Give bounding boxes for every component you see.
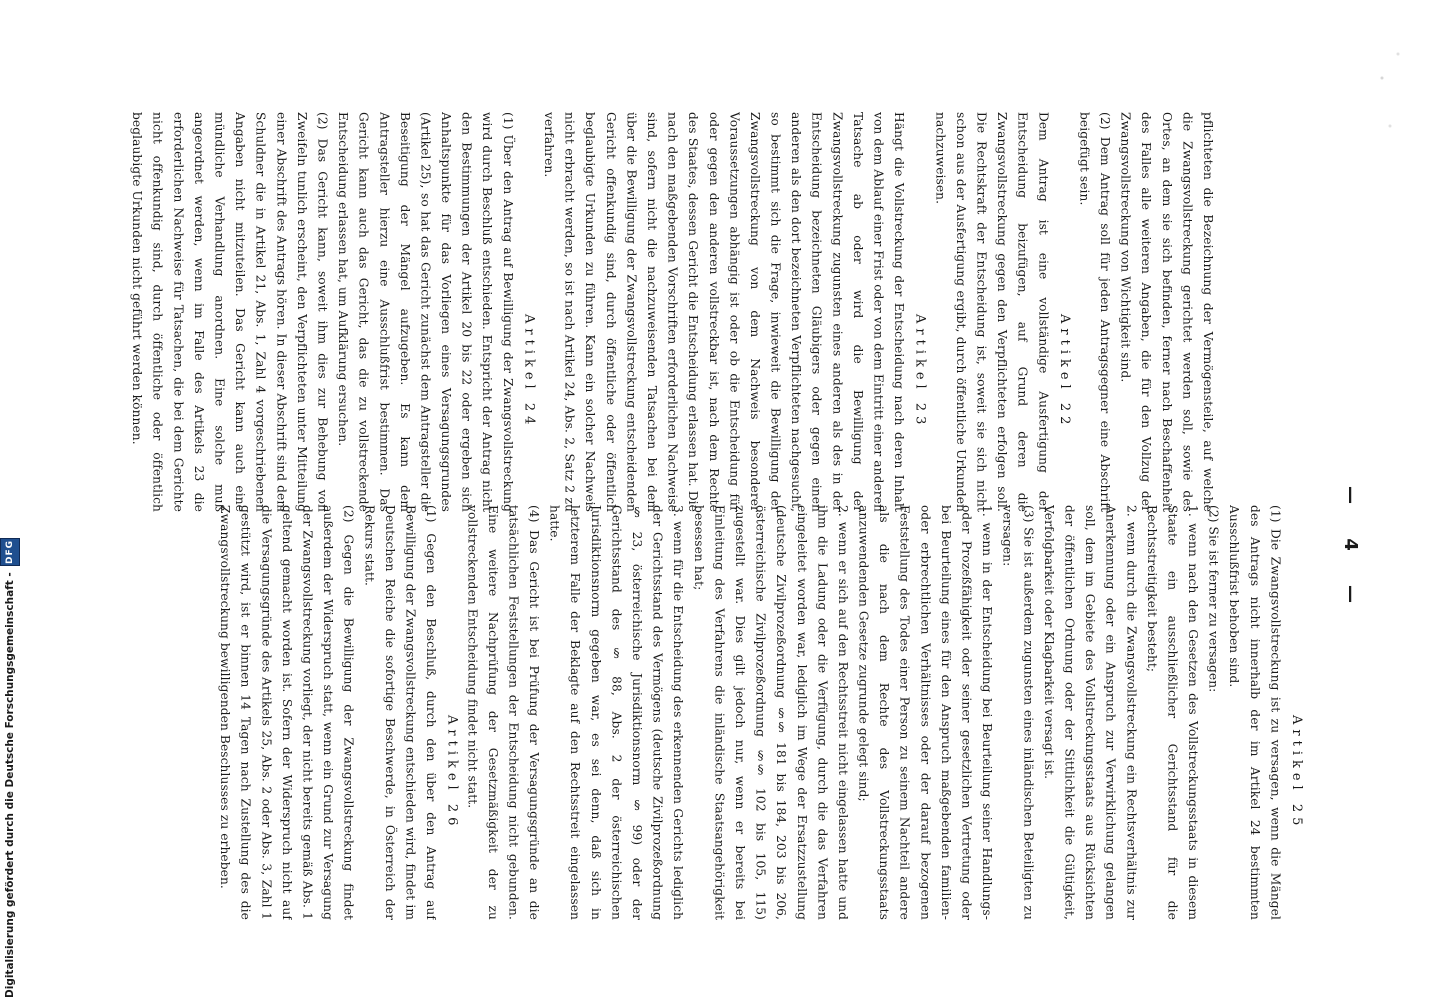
left-text-column: [120, 112, 1218, 512]
article-25-subitem-1: 1. wenn in der Entscheidung bei Beurteilung seiner Handlungs- oder Prozeßfähigkeit oder seiner gesetzlichen Vertretung oder bei Beurteilung eines für den Anspruch maßgebenden familien- oder erbrechtlichen Verhältnisses oder der darauf bezogenen Feststellung des Todes einer Person zu seinem Nachteil andere als die nach dem Rechte des Vollstreckungsstaats anzuwendenden Gesetze zugrunde gelegt sind;: [856, 505, 995, 920]
article-23-text: Hängt die Vollstreckung der Entscheidung nach deren Inhalt von dem Ablauf einer Frist oder von dem Eintritt einer anderen Tatsache ab oder wird die Bewilligung der Zwangsvollstreckung zugunsten eines anderen als des in der Entscheidung bezeichneten Gläubigers oder gegen einen anderen als den dort bezeichneten Verpflichteten nachgesucht, so bestimmt sich die Frage, inwieweit die Bewilligung der Zwangsvollstreckung von dem Nachweis besonderer Voraussetzungen abhängig ist oder ob die Entscheidung für oder gegen den anderen vollstreckbar ist, nach dem Rechte des Staates, dessen Gericht die Entscheidung erlassen hat. Die nach den maßgebenden Vorschriften erforderlichen Nachweise sind, sofern nicht die nachzuweisenden Tatsachen bei dem über die Bewilligung der Zwangsvollstreckung entscheidenden Gericht offenkundig sind, durch öffentliche oder öffentlich beglaubigte Urkunden zu führen. Kann ein solcher Nachweis nicht erbracht werden, so ist nach Artikel 24, Abs. 2, Satz 2 zu verfahren.: [542, 112, 907, 512]
article-25-paragraph-1: (1) Die Zwangsvollstreckung ist zu versagen, wenn die Mängel des Antrags nicht innerhalb der im Artikel 24 bestimmten Ausschlußfrist behoben sind.: [1227, 505, 1283, 920]
article-26-paragraph-1: (1) Gegen den Beschluß, durch den über den Antrag auf Bewilligung der Zwangsvollstreckung entschieden wird, findet im Deutschen Reiche die sofortige Beschwerde, in Österreich der Rekurs statt.: [362, 505, 439, 920]
article-25-paragraph-4: (4) Das Gericht ist bei Prüfung der Versagungsgründe an die tatsächlichen Feststellungen der Entscheidung nicht gebunden. Eine weitere Nachprüfung der Gesetzmäßigkeit der zu vollstreckenden Entscheidung findet nicht statt.: [465, 505, 542, 920]
article-25-paragraph-2: (2) Sie ist ferner zu versagen:: [1206, 505, 1221, 693]
article-24-paragraph-1: (1) Über den Antrag auf Bewilligung der Zwangsvollstreckung wird durch Beschluß entschieden. Entspricht der Antrag nicht den Bestimmungen der Artikel 20 bis 22 oder ergeben sich Anhaltspunkte für das Vorliegen eines Versagungsgrundes (Artikel 25), so hat das Gericht zunächst dem Antragsteller die Beseitigung der Mängel aufzugeben. Es kann dem Antragsteller hierzu eine Ausschlußfrist bestimmen. Das Gericht kann auch das Gericht, das die zu vollstreckende Entscheidung erlassen hat, um Aufklärung ersuchen.: [336, 112, 515, 512]
footer-text: Digitalisierung gefördert durch die Deutsche Forschungsgemeinschaft -: [4, 572, 16, 998]
article-25-item-1: 1. wenn nach den Gesetzen des Vollstreckungsstaats in diesem Staate ein ausschließlicher Gerichtsstand für die Rechtsstreitigkeit besteht;: [1144, 505, 1201, 920]
right-text-column: [120, 505, 1306, 920]
article-24-paragraph-2: (2) Das Gericht kann, soweit ihm dies zur Behebung von Zweifeln tunlich erscheint, den Verpflichteten unter Mitteilung einer Abschrift des Antrags hören. In dieser Abschrift sind dem Schuldner die in Artikel 21, Abs. 1, Zahl 4 vorgeschriebenen Angaben nicht mitzuteilen. Das Gericht kann auch eine mündliche Verhandlung anordnen. Eine solche muß angeordnet werden, wenn im Falle des Artikels 23 die erforderlichen Nachweise für Tatsachen, die bei dem Gerichte nicht offenkundig sind, durch öffentliche oder öffentlich beglaubigte Urkunden nicht geführt werden können.: [130, 112, 330, 512]
article-25-item-2: 2. wenn durch die Zwangsvollstreckung ein Rechtsverhältnis zur Anerkennung oder ein Anspruch zur Verwirklichung gelangen soll, dem im Gebiete des Vollstreckungsstaats aus Rücksichten der öffentlichen Ordnung oder der Sittlichkeit die Gültigkeit, Verfolgbarkeit oder Klagbarkeit versagt ist.: [1041, 505, 1139, 920]
article-25-heading: Artikel 25: [1289, 714, 1304, 831]
article-24-heading: Artikel 24: [521, 314, 537, 430]
article-25-paragraph-3: (3) Sie ist außerdem zugunsten eines inländischen Beteiligten zu versagen:: [1000, 505, 1036, 920]
article-25-subitem-3: 3. wenn für die Entscheidung des erkennenden Gerichts lediglich der Gerichtsstand des Vermögens (deutsche Zivilprozeßordnung § 23, österreichische Jurisdiktionsnorm § 99) oder der Gerichtsstand des § 88, Abs. 2 der österreichischen Jurisdiktionsnorm gegeben war, es sei denn, daß sich in letzterem Falle der Beklagte auf den Rechtsstreit eingelassen hatte.: [547, 505, 686, 920]
page-number: — 4 —: [1340, 486, 1361, 618]
paragraph-intro-2: (2) Dem Antrag soll für jeden Antragsgegner eine Abschrift beigefügt sein.: [1077, 112, 1113, 512]
article-26-heading: Artikel 26: [444, 714, 460, 831]
article-23-heading: Artikel 23: [912, 314, 928, 430]
dfg-logo-icon: DFG: [0, 538, 20, 566]
article-22-heading: Artikel 22: [1056, 314, 1072, 430]
article-25-subitem-2: 2. wenn er sich auf den Rechtsstreit nicht eingelassen hatte und ihm die Ladung oder die Verfügung, durch die das Verfahren eingeleitet worden war, lediglich im Wege der Ersatzzustellung (deutsche Zivilprozeßordnung §§ 181 bis 184, 203 bis 206, österreichische Zivilprozeßordnung §§ 102 bis 105, 115) zugestellt war. Dies gilt jedoch nur, wenn er bereits bei Einleitung des Verfahrens die inländische Staatsangehörigkeit besessen hat;: [691, 505, 850, 920]
scan-speckle: [1370, 30, 1410, 150]
paragraph-intro: pflichteten die Bezeichnung der Vermögensteile, auf welche die Zwangsvollstreckung gerichtet werden soll, sowie des Ortes, an dem sie sich befinden, ferner nach Beschaffenheit des Falles alle weiteren Angaben, die für den Vollzug der Zwangsvollstreckung von Wichtigkeit sind.: [1118, 112, 1215, 512]
digitization-footer: [0, 540, 20, 998]
article-26-paragraph-2: (2) Gegen die Bewilligung der Zwangsvollstreckung findet außerdem der Widerspruch statt, wenn ein Grund zur Versagung der Zwangsvollstreckung vorliegt, der nicht bereits gemäß Abs. 1 geltend gemacht worden ist. Sofern der Widerspruch nicht auf die Versagungsgründe des Artikels 25, Abs. 2 oder Abs. 3, Zahl 1 gestützt wird, ist er binnen 14 Tagen nach Zustellung des die Zwangsvollstreckung bewilligenden Beschlusses zu erheben.: [218, 505, 356, 920]
article-22-text: Dem Antrag ist eine vollständige Ausfertigung der Entscheidung beizufügen, auf Grund deren die Zwangsvollstreckung gegen den Verpflichteten erfolgen soll. Die Rechtskraft der Entscheidung ist, soweit sie sich nicht schon aus der Ausfertigung ergibt, durch öffentliche Urkunden nachzuweisen.: [933, 112, 1051, 512]
